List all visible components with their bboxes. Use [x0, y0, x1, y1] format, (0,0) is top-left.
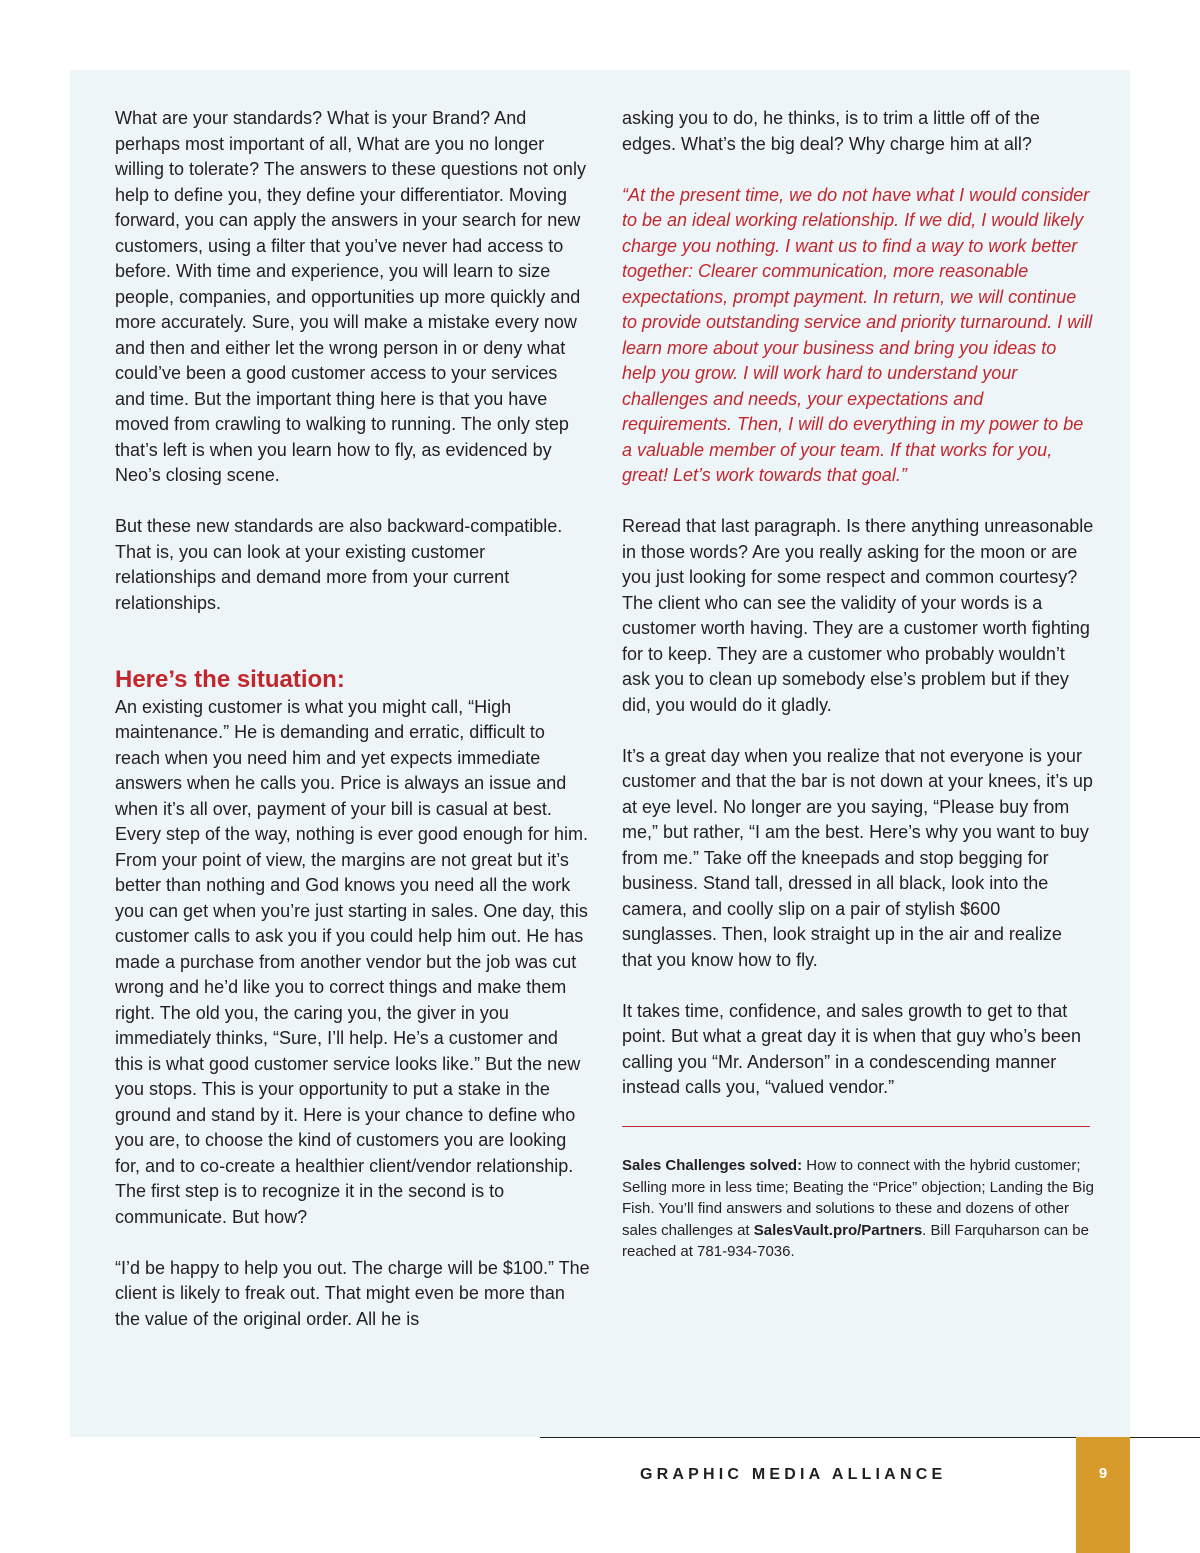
page-number: 9: [1098, 1465, 1108, 1482]
body-paragraph: asking you to do, he thinks, is to trim a little off of the edges. What’s the big deal? Why charge him at all?: [622, 108, 1040, 154]
left-column: [115, 106, 590, 1358]
body-paragraph: It takes time, confidence, and sales growth to get to that point. But what a great day it is when that guy who’s been calling you “Mr. Anderson” in a condescending manner instead calls you, “valued vendor.”: [622, 1000, 1081, 1097]
publication-name: GRAPHIC MEDIA ALLIANCE: [640, 1466, 947, 1483]
body-paragraph: But these new standards are also backward-compatible. That is, you can look at your existing customer relationships and demand more from your current relationships.: [115, 516, 563, 613]
sidebar-label: Sales Challenges solved:: [622, 1157, 803, 1174]
sales-challenges-sidebar: [622, 1155, 1094, 1263]
body-paragraph: An existing customer is what you might call, “High maintenance.” He is demanding and erratic, difficult to reach when you need him and yet expects immediate answers when he calls you. Price is always an issue and when it’s all over, payment of your bill is casual at best. Every step of the way, nothing is ever good enough for him. From your point of view, the margins are not great but it’s better than nothing and God knows you need all the work you can get when you’re just starting in sales. One day, this customer calls to ask you if you could help him out. He has made a purchase from another vendor but the job was cut wrong and he’d like you to correct things and make them right. The old you, the caring you, the giver in you immediately thinks, “Sure, I’ll help. He’s a customer and this is what good customer service looks like.” But the new you stops. This is your opportunity to put a stake in the ground and stand by it. Here is your chance to define who you are, to choose the kind of customers you are looking for, and to co-create a healthier client/vendor relationship. The first step is to recognize it in the second is to communicate. But how?: [115, 696, 588, 1227]
page-number-tab: [1076, 1437, 1130, 1553]
section-divider: [622, 1126, 1090, 1127]
pull-quote: “At the present time, we do not have what I would consider to be an ideal working relationship. If we did, I would likely charge you nothing. I want us to find a way to work better together: Clearer communication, more reasonable expectations, prompt payment. In return, we will continue to provide outstanding service and priority turnaround. I will learn more about your business and bring you ideas to help you grow. I will work hard to understand your challenges and needs, your expectations and requirements. Then, I will do everything in my power to be a valuable member of your team. If that works for you, great! Let’s work towards that goal.”: [622, 184, 1093, 485]
body-paragraph: “I’d be happy to help you out. The charge will be $100.” The client is likely to freak out. That might even be more than the value of the original order. All he is: [115, 1257, 590, 1329]
section-heading: Here’s the situation:: [115, 665, 345, 693]
spacer: [115, 642, 590, 665]
body-paragraph: It’s a great day when you realize that not everyone is your customer and that the bar is not down at your knees, it’s up at eye level. No longer are you saying, “Please buy from me,” but rather, “I am the best. Here’s why you want to buy from me.” Take off the kneepads and stop begging for business. Stand tall, dressed in all black, look into the camera, and coolly slip on a pair of stylish $600 sunglasses. Then, look straight up in the air and realize that you know how to fly.: [622, 745, 1093, 970]
sidebar-text: How to connect with the hybrid customer; Selling more in less time; Beating the “Price” objection; Landing the Big Fish. You’ll find answers and solutions to these and dozens of other sales challenges at: [622, 1157, 1094, 1239]
body-paragraph: Reread that last paragraph. Is there anything unreasonable in those words? Are you really asking for the moon or are you just looking for some respect and common courtesy? The client who can see the validity of your words is a customer worth having. They are a customer worth fighting for to keep. They are a customer who probably wouldn’t ask you to clean up somebody else’s problem but if they did, you would do it gladly.: [622, 516, 1094, 715]
body-paragraph: What are your standards? What is your Brand? And perhaps most important of all, What are you no longer willing to tolerate? The answers to these questions not only help to define you, they define your differentiator. Moving forward, you can apply the answers in your search for new customers, using a filter that you’ve never had access to before. With time and experience, you will learn to size people, companies, and opportunities up more quickly and more accurately. Sure, you will make a mistake every now and then and either let the wrong person in or deny what could’ve been a good customer access to your services and time. But the important thing here is that you have moved from crawling to walking to running. The only step that’s left is when you learn how to fly, as evidenced by Neo’s closing scene.: [115, 108, 586, 485]
sidebar-link[interactable]: SalesVault.pro/Partners: [753, 1221, 923, 1239]
sidebar-contact: . Bill Farquharson can be reached at 781-934-7036.: [622, 1221, 1089, 1260]
right-column: [622, 106, 1094, 1263]
